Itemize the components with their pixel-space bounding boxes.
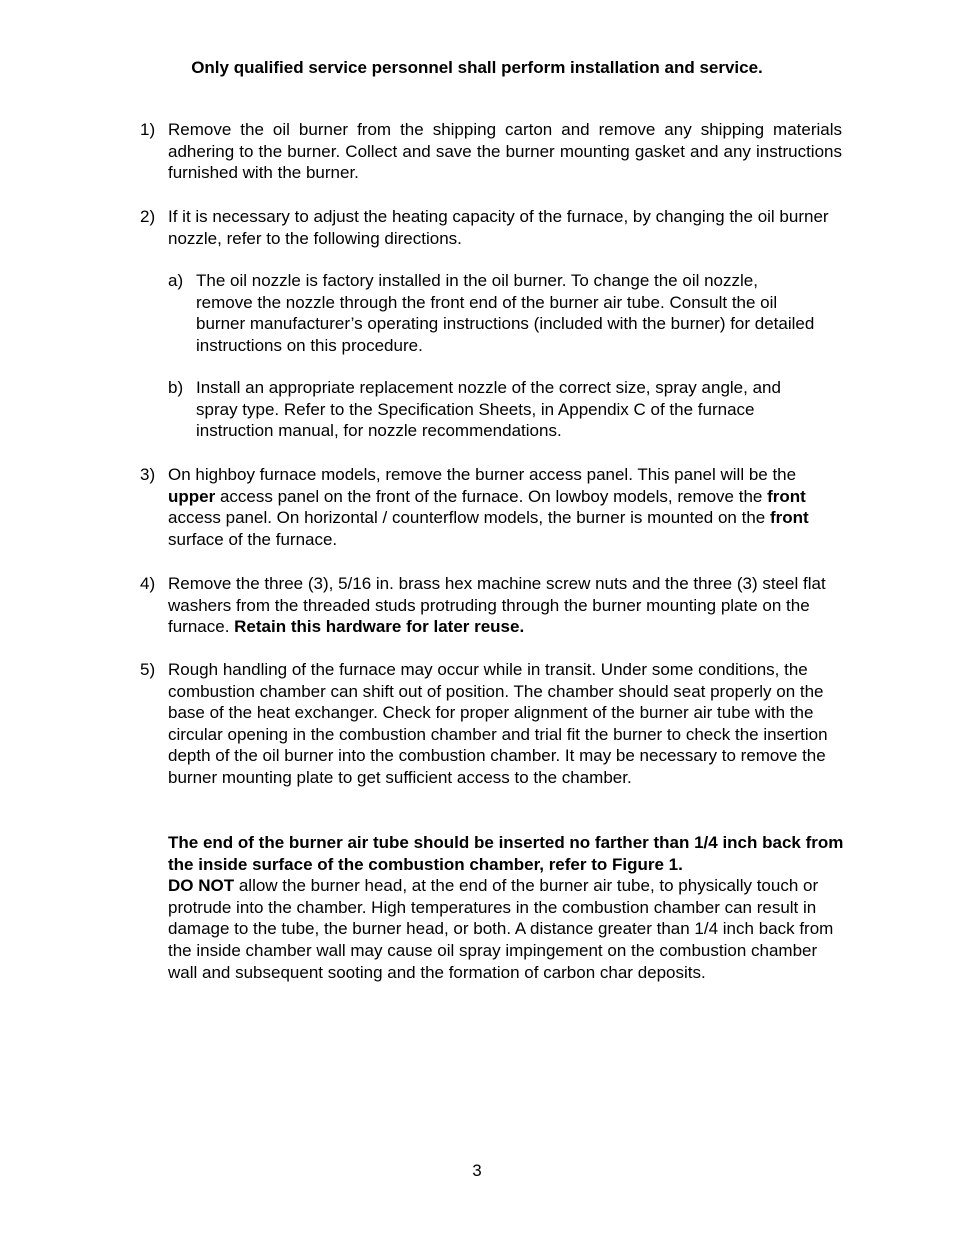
sub-item-text: The oil nozzle is factory installed in the oil burner. To change the oil nozzle, remove the nozzle through the front end of the burner air tube. Consult the oil burner manufacturer’s operating instructions (included with the burner) for detailed instructions on this procedure. <box>196 271 815 355</box>
insertion-depth-warning <box>168 832 848 983</box>
item-text: Remove the three (3), 5/16 in. brass hex machine screw nuts and the three (3) steel flat washers from the threaded studs protruding through the burner mounting plate on the furnace. Retain this hardware for later reuse. <box>168 574 826 637</box>
item-number: 2) <box>140 207 156 226</box>
item-text: Remove the oil burner from the shipping carton and remove any shipping materials adhering to the burner. Collect and save the burner mounting gasket and any instructions furnished with the burner. <box>168 120 842 183</box>
item-number: 5) <box>140 660 156 679</box>
page-number: 3 <box>472 1161 482 1180</box>
list-item-4 <box>140 573 830 638</box>
item-text: If it is necessary to adjust the heating capacity of the furnace, by changing the oil burner nozzle, refer to the following directions. <box>168 207 829 248</box>
item-text: Rough handling of the furnace may occur while in transit. Under some conditions, the combustion chamber can shift out of position. The chamber should seat properly on the base of the heat exchanger. Check for proper alignment of the burner air tube with the circular opening in the combustion chamber and trial fit the burner to check the insertion depth of the oil burner into the combustion chamber. It may be necessary to remove the burner mounting plate to get sufficient access to the chamber. <box>168 660 828 787</box>
list-item-5 <box>140 659 832 789</box>
item-number: 1) <box>140 120 156 139</box>
do-not-text: DO NOT <box>168 876 235 896</box>
warning-bold-text: The end of the burner air tube should be inserted no farther than 1/4 inch back from the inside surface of the combustion chamber, refer to Figure 1. <box>168 833 844 874</box>
warning-text: allow the burner head, at the end of the burner air tube, to physically touch or protrude into the chamber. High temperatures in the combustion chamber can result in damage to the tube, the burner head, or both. A distance greater than 1/4 inch back from the inside chamber wall may cause oil spray impingement on the combustion chamber wall and subsequent sooting and the formation of carbon char deposits. <box>168 876 834 982</box>
sub-item-letter: b) <box>168 378 184 397</box>
item-text: On highboy furnace models, remove the burner access panel. This panel will be the upper access panel on the front of the furnace. On lowboy models, remove the front access panel. On horizontal / counterflow models, the burner is mounted on the front surface of the furnace. <box>168 465 809 549</box>
sub-item-b <box>168 377 818 442</box>
item-number: 3) <box>140 465 156 484</box>
page-heading: Only qualified service personnel shall perform installation and service. <box>191 58 763 77</box>
list-item-2 <box>140 206 842 249</box>
sub-item-letter: a) <box>168 271 184 290</box>
sub-item-a <box>168 270 818 356</box>
item-number: 4) <box>140 574 156 593</box>
sub-item-text: Install an appropriate replacement nozzle of the correct size, spray angle, and spray type. Refer to the Specification Sheets, in Appendix C of the furnace instruction manual, for nozzle recommendations. <box>196 378 781 441</box>
list-item-3 <box>140 464 820 550</box>
list-item-1 <box>140 119 842 184</box>
